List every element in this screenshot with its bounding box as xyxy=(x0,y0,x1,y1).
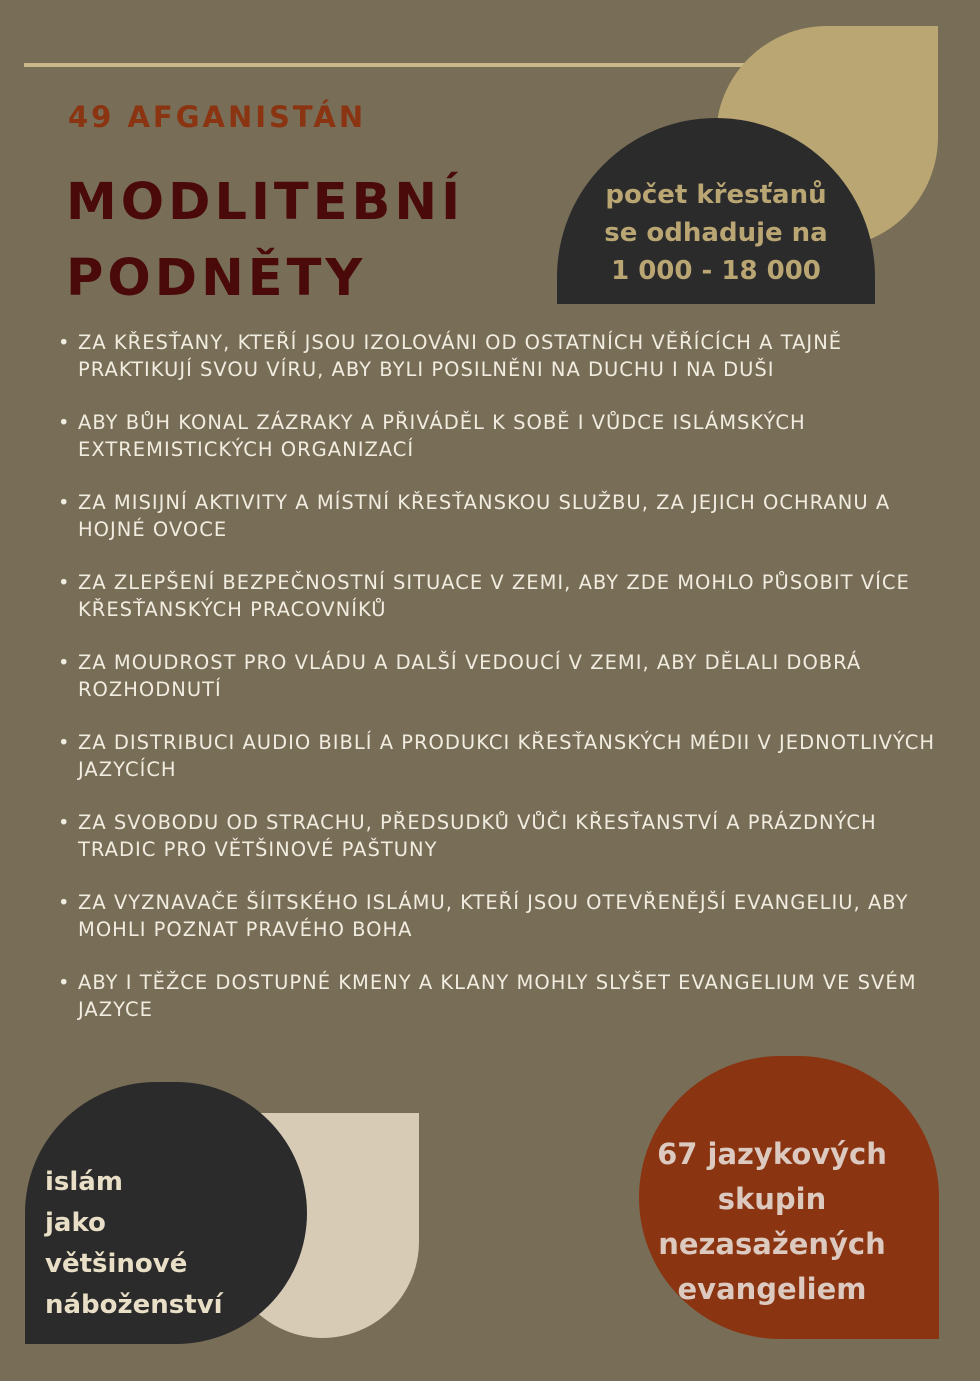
language-groups-line-1: 67 jazykových xyxy=(657,1137,887,1171)
page-title xyxy=(66,165,464,317)
language-groups-line-4: evangeliem xyxy=(677,1272,867,1306)
prayer-point xyxy=(56,570,936,623)
prayer-point-text: ABY BŮH KONAL ZÁZRAKY A PŘIVÁDĚL K SOBĚ I VŮDCE ISLÁMSKÝCH EXTREMISTICKÝCH ORGANIZACÍ xyxy=(78,411,806,461)
bullet-icon: • xyxy=(58,651,71,674)
religion-fact-badge xyxy=(25,1082,307,1344)
christian-estimate-line-1: počet křesťanů xyxy=(605,180,827,210)
top-divider-line xyxy=(24,63,744,67)
prayer-point xyxy=(56,410,936,463)
prayer-point-text: ZA MOUDROST PRO VLÁDU A DALŠÍ VEDOUCÍ V ZEMI, ABY DĚLALI DOBRÁ ROZHODNUTÍ xyxy=(78,651,862,701)
religion-fact-line-1: islám xyxy=(45,1167,123,1197)
religion-fact-line-4: náboženství xyxy=(45,1290,223,1320)
religion-fact-line-3: většinové xyxy=(45,1249,188,1279)
bullet-icon: • xyxy=(58,811,71,834)
religion-fact-line-2: jako xyxy=(45,1208,106,1238)
bullet-icon: • xyxy=(58,491,71,514)
prayer-point-text: ZA VYZNAVAČE ŠÍITSKÉHO ISLÁMU, KTEŘÍ JSOU OTEVŘENĚJŠÍ EVANGELIU, ABY MOHLI POZNAT PRAVÉHO BOHA xyxy=(78,891,909,941)
prayer-point xyxy=(56,330,936,383)
bullet-icon: • xyxy=(58,331,71,354)
prayer-point xyxy=(56,890,936,943)
religion-fact-text xyxy=(45,1162,223,1326)
prayer-point-text: ZA MISIJNÍ AKTIVITY A MÍSTNÍ KŘESŤANSKOU SLUŽBU, ZA JEJICH OCHRANU A HOJNÉ OVOCE xyxy=(78,491,891,541)
country-heading: 49 AFGANISTÁN xyxy=(68,100,367,134)
language-groups-line-3: nezasažených xyxy=(658,1227,886,1261)
bullet-icon: • xyxy=(58,571,71,594)
prayer-point-text: ZA DISTRIBUCI AUDIO BIBLÍ A PRODUKCI KŘESŤANSKÝCH MÉDII V JEDNOTLIVÝCH JAZYCÍCH xyxy=(78,731,936,781)
page-title-line-2: PODNĚTY xyxy=(66,249,367,308)
prayer-point xyxy=(56,970,936,1023)
prayer-points-list xyxy=(56,330,936,1050)
prayer-point xyxy=(56,730,936,783)
language-groups-line-2: skupin xyxy=(717,1182,827,1216)
bullet-icon: • xyxy=(58,971,71,994)
bullet-icon: • xyxy=(58,891,71,914)
christian-estimate-text xyxy=(557,176,875,290)
prayer-point-text: ZA ZLEPŠENÍ BEZPEČNOSTNÍ SITUACE V ZEMI, ABY ZDE MOHLO PŮSOBIT VÍCE KŘESŤANSKÝCH PRACOVNÍKŮ xyxy=(78,571,910,621)
language-groups-badge xyxy=(639,1056,939,1339)
prayer-point-text: ZA SVOBODU OD STRACHU, PŘEDSUDKŮ VŮČI KŘESŤANSTVÍ A PRÁZDNÝCH TRADIC PRO VĚTŠINOVÉ PAŠTUNY xyxy=(78,811,877,861)
prayer-point xyxy=(56,650,936,703)
bullet-icon: • xyxy=(58,411,71,434)
christian-estimate-line-3: 1 000 - 18 000 xyxy=(611,256,821,286)
prayer-point-text: ZA KŘESŤANY, KTEŘÍ JSOU IZOLOVÁNI OD OSTATNÍCH VĚŘÍCÍCH A TAJNĚ PRAKTIKUJÍ SVOU VÍRU, ABY BYLI POSILNĚNI NA DUCHU I NA DUŠI xyxy=(78,331,843,381)
page-title-line-1: MODLITEBNÍ xyxy=(66,173,465,232)
prayer-point xyxy=(56,490,936,543)
bullet-icon: • xyxy=(58,731,71,754)
prayer-point-text: ABY I TĚŽCE DOSTUPNÉ KMENY A KLANY MOHLY SLYŠET EVANGELIUM VE SVÉM JAZYCE xyxy=(78,971,917,1021)
language-groups-text xyxy=(639,1132,905,1312)
prayer-point xyxy=(56,810,936,863)
christian-estimate-line-2: se odhaduje na xyxy=(604,218,828,248)
